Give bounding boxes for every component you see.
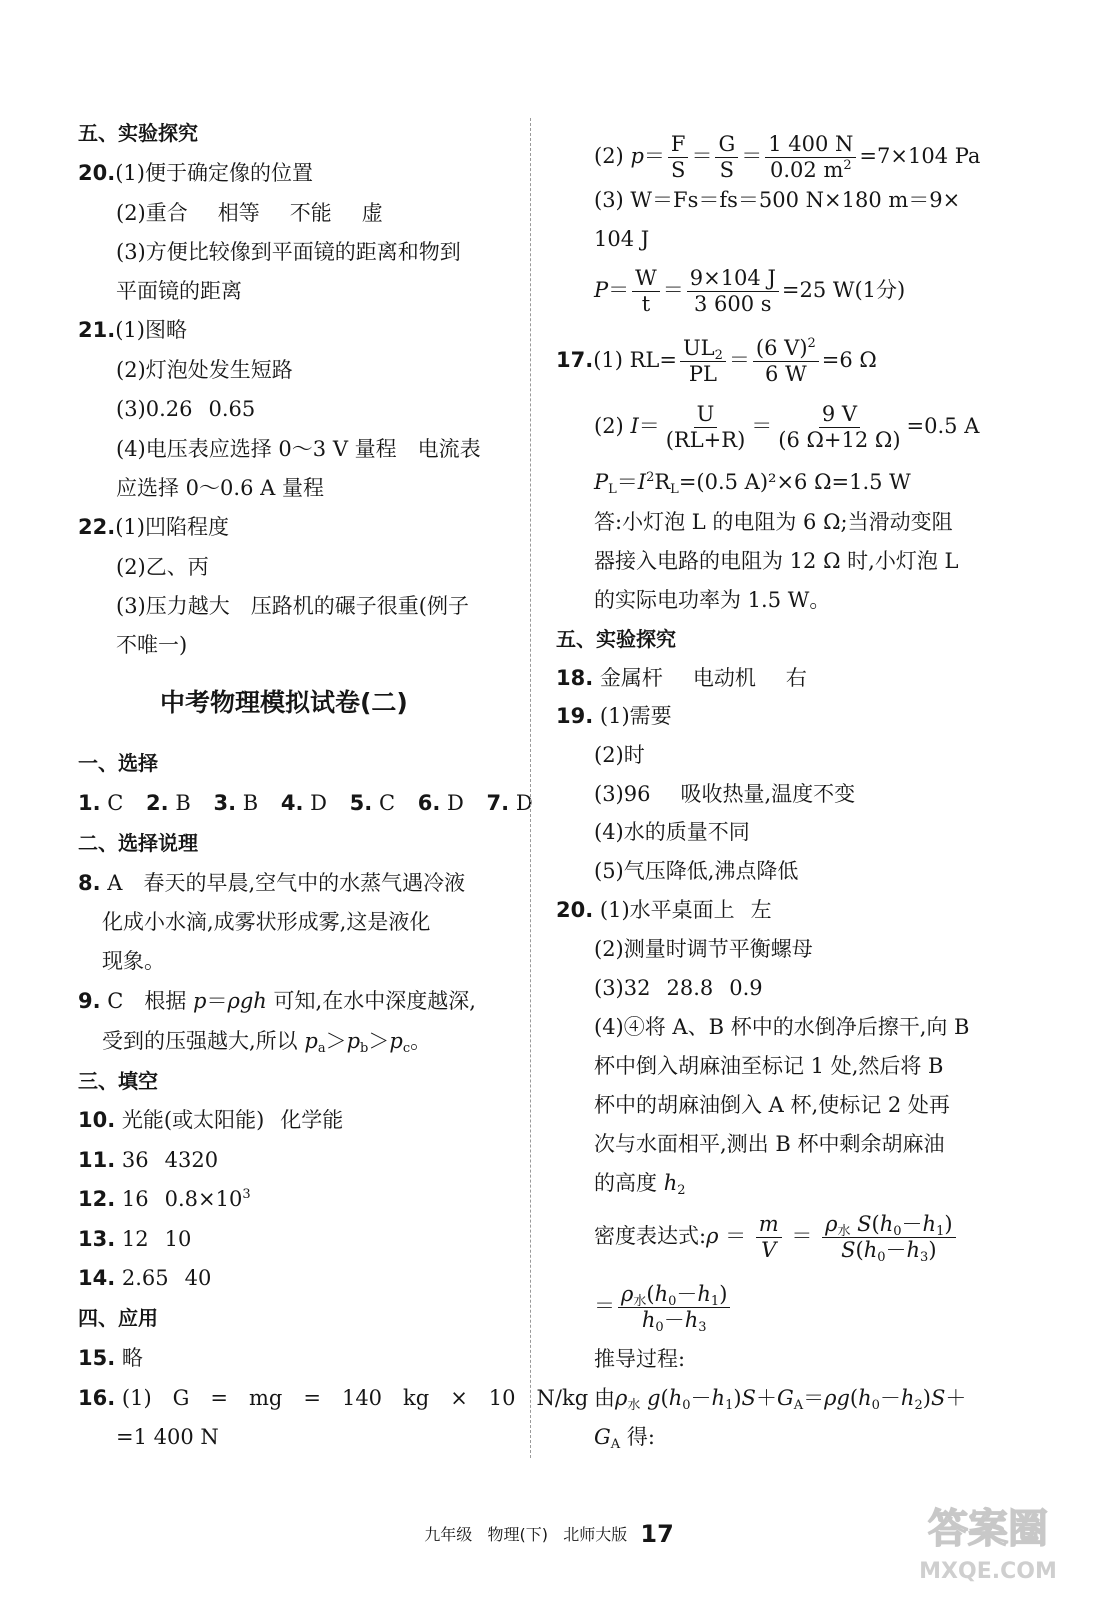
answer-line: (4)④将 A、B 杯中的水倒净后擦干,向 B xyxy=(594,1015,970,1039)
numerator: U xyxy=(694,402,718,428)
denominator: (RL+R) xyxy=(665,428,746,452)
question-8 xyxy=(78,869,465,897)
question-22 xyxy=(78,513,229,541)
answer-line: 杯中的胡麻油倒入 A 杯,使标记 2 处再 xyxy=(594,1093,950,1117)
question-19 xyxy=(556,702,672,730)
column-divider xyxy=(530,118,531,1458)
section-heading: 二、选择说理 xyxy=(78,831,198,855)
watermark-top-text: 答案圈 xyxy=(928,1506,1048,1552)
question-10 xyxy=(78,1106,343,1134)
answer-part: 0.8×10 xyxy=(164,1187,243,1211)
denominator: V xyxy=(761,1238,777,1262)
result: =0.5 A xyxy=(906,414,980,438)
fraction xyxy=(756,1212,782,1263)
mc-answer: B xyxy=(242,791,259,815)
derivation-line: $G_A$ 得: xyxy=(594,1425,655,1452)
q20-number: 20. xyxy=(556,898,594,922)
answer-line: (1)图略 xyxy=(115,318,187,342)
q19-number: 19. xyxy=(556,704,594,728)
question-14 xyxy=(78,1264,211,1292)
answer-line: 平面镜的距离 xyxy=(116,279,242,303)
answer-line: (1) G = mg = 140 kg × 10 N/kg xyxy=(121,1386,589,1410)
numerator: G xyxy=(715,132,738,158)
answer-part: (1)水平桌面上 xyxy=(599,898,735,922)
question-12 xyxy=(78,1185,251,1213)
fraction xyxy=(715,132,738,183)
answer-line: =1 400 N xyxy=(116,1425,219,1449)
answer-line xyxy=(116,199,383,227)
answer-line: (3)压力越大 压路机的碾子很重(例子 xyxy=(116,594,469,618)
answer-part: 0.65 xyxy=(208,397,256,421)
question-15 xyxy=(78,1344,143,1372)
section-heading: 五、实验探究 xyxy=(556,627,676,651)
answer-line: 不唯一) xyxy=(116,633,188,657)
answer-part: 由 xyxy=(594,1386,615,1410)
mc-number: 5. xyxy=(349,791,373,815)
watermark-logo xyxy=(888,1490,1088,1590)
answer-part: 电动机 xyxy=(692,666,756,690)
mc-answer: C xyxy=(378,791,396,815)
numerator xyxy=(753,336,819,362)
numerator: W xyxy=(632,266,660,292)
denominator: t xyxy=(641,292,651,316)
answer-line: A 春天的早晨,空气中的水蒸气遇冷液 xyxy=(107,871,466,895)
denominator: (6 Ω+12 Ω) xyxy=(778,428,901,452)
question-16 xyxy=(78,1384,588,1412)
answer-line: 104 J xyxy=(594,227,650,251)
numerator-text: (6 V) xyxy=(755,336,808,360)
answer-line: 的高度 $h_2$ xyxy=(594,1171,686,1198)
answer-part: 受到的压强越大,所以 xyxy=(102,1029,298,1053)
answer-part: 右 xyxy=(785,666,807,690)
denominator: PL xyxy=(688,362,717,386)
answer-part: 0.9 xyxy=(729,976,763,1000)
page-number: 17 xyxy=(640,1520,674,1548)
answer-line: (5)气压降低,沸点降低 xyxy=(594,859,799,883)
formula-label: 密度表达式: xyxy=(594,1224,707,1248)
q8-number: 8. xyxy=(78,871,101,895)
answer-part: 可知,在水中深度越深, xyxy=(273,989,476,1013)
question-20 xyxy=(556,896,772,924)
answer-line: 器接入电路的电阻为 12 Ω 时,小灯泡 L xyxy=(594,549,959,573)
answer-line: (2)灯泡处发生短路 xyxy=(116,358,293,382)
answer-line: (4)电压表应选择 0～3 V 量程 电流表 xyxy=(116,437,481,461)
answer-part: 吸收热量,温度不变 xyxy=(680,782,856,806)
denominator: $S(h_0-h_3)$ xyxy=(841,1238,937,1265)
answer-line: 答:小灯泡 L 的电阻为 6 Ω;当滑动变阻 xyxy=(594,510,953,534)
q12-number: 12. xyxy=(78,1187,116,1211)
answer-part: 左 xyxy=(750,898,772,922)
fraction xyxy=(822,1212,955,1263)
answer-line: (3) W＝Fs＝fs＝500 N×180 m＝9× xyxy=(594,188,961,212)
current-formula: (2) I＝ $\frac{U}{(RL+R)}$ ＝ $\frac{9 V}{(6 \Omega+12 \Omega)}$ =0.5 A xyxy=(594,402,980,452)
q21-number: 21. xyxy=(78,318,116,342)
answer-line: 受到的压强越大,所以 $p_a>p_b>p_c$。 xyxy=(102,1029,432,1056)
answer-line: 的实际电功率为 1.5 W。 xyxy=(594,588,831,612)
section-heading: 三、填空 xyxy=(78,1069,158,1093)
answer-line: (1)需要 xyxy=(599,704,672,728)
mc-answer: D xyxy=(310,791,327,815)
answer-part: (3)0.26 xyxy=(116,397,193,421)
answer-line: (1)便于确定像的位置 xyxy=(115,161,313,185)
denominator: 6 W xyxy=(765,362,807,386)
question-13 xyxy=(78,1225,191,1253)
fraction xyxy=(753,336,819,387)
exam-title: 中考物理模拟试卷(二) xyxy=(160,688,408,717)
power-formula: P＝ $\frac{W}{t}$ ＝ $\frac{9\times 104 J}{3 600 s}$ =25 W(1分) xyxy=(594,266,906,316)
watermark-bottom-text: MXQE.COM xyxy=(919,1559,1057,1584)
fraction xyxy=(668,132,689,183)
fraction xyxy=(680,336,726,387)
exponent: 3 xyxy=(242,1187,251,1202)
density-expression: 密度表达式:ρ ＝ $\frac{m}{V}$ ＝ $\frac{\rho_水 S(h_0-h_1)}{S(h_0-h_3)}$ xyxy=(594,1212,959,1263)
denominator: 3 600 s xyxy=(694,292,772,316)
answer-part: 40 xyxy=(184,1266,212,1290)
q20-number: 20. xyxy=(78,161,116,185)
answer-part: 得: xyxy=(626,1425,655,1449)
mc-number: 7. xyxy=(486,791,510,815)
formula-label: (1) RL= xyxy=(593,348,677,372)
result: =25 W(1分) xyxy=(781,278,906,302)
q18-number: 18. xyxy=(556,666,594,690)
footer-grade: 九年级 xyxy=(424,1525,473,1544)
answer-part: 12 xyxy=(121,1227,149,1251)
answer-part: 4320 xyxy=(164,1148,219,1172)
mc-number: 6. xyxy=(417,791,441,815)
mc-number: 2. xyxy=(146,791,169,815)
answer-line: 化成小水滴,成雾状形成雾,这是液化 xyxy=(102,910,431,934)
answer-line: (2)乙、丙 xyxy=(116,555,209,579)
answer-line: (3)方便比较像到平面镜的距离和物到 xyxy=(116,240,461,264)
fraction xyxy=(663,402,749,453)
mc-answer: B xyxy=(175,791,191,815)
pressure-formula: (2) p＝ $\frac{F}{S}$ ＝ $\frac{G}{S}$ ＝ $\frac{1 400 N}{0.02 m^2}$ =7×104 Pa xyxy=(594,132,981,182)
numerator: m xyxy=(756,1212,782,1238)
answer-part: 略 xyxy=(121,1346,143,1370)
q11-number: 11. xyxy=(78,1148,116,1172)
derivation-line: 由$\rho_水$ $g(h_0-h_1)S+G_A=\rho g(h_0-h_2)S+$ xyxy=(594,1386,967,1413)
q10-number: 10. xyxy=(78,1108,116,1132)
numerator: $\rho_水$ $S(h_0-h_1)$ xyxy=(822,1212,955,1238)
exponent: 2 xyxy=(807,336,816,351)
answer-part: 金属杆 xyxy=(599,666,663,690)
footer-edition: 北师大版 xyxy=(563,1525,628,1544)
q17-number: 17. xyxy=(556,348,594,372)
answer-part: 10 xyxy=(164,1227,192,1251)
q14-number: 14. xyxy=(78,1266,116,1290)
answer-line xyxy=(116,395,255,423)
answer-line: (1)凹陷程度 xyxy=(115,515,229,539)
numerator-text: UL xyxy=(682,336,715,360)
answer-part: 28.8 xyxy=(666,976,714,1000)
numerator: 9×104 J xyxy=(687,266,779,292)
result: =7×104 Pa xyxy=(859,144,981,168)
q9-number: 9. xyxy=(78,989,101,1013)
section-heading: 四、应用 xyxy=(78,1306,158,1330)
mc-answer: D xyxy=(515,791,533,815)
answer-line: 应选择 0～0.6 A 量程 xyxy=(116,476,324,500)
answer-part: 化学能 xyxy=(280,1108,344,1132)
answer-line: 次与水面相平,测出 B 杯中剩余胡麻油 xyxy=(594,1132,945,1156)
section-heading: 五、实验探究 xyxy=(78,121,198,145)
answer-line xyxy=(594,780,855,808)
answer-part: (3)96 xyxy=(594,782,651,806)
numerator: 1 400 N xyxy=(765,132,856,158)
footer-subject: 物理(下) xyxy=(487,1525,548,1544)
fraction xyxy=(775,402,903,453)
q15-number: 15. xyxy=(78,1346,116,1370)
answer-line: (4)水的质量不同 xyxy=(594,820,750,844)
denominator: S xyxy=(670,158,686,182)
mc-number: 3. xyxy=(213,791,237,815)
mc-number: 1. xyxy=(78,791,101,815)
formula-label: (2) xyxy=(594,144,624,168)
section-heading: 一、选择 xyxy=(78,751,158,775)
fraction xyxy=(765,132,856,183)
denominator-text: 0.02 m xyxy=(770,158,844,182)
answer-part: 光能(或太阳能) xyxy=(121,1108,265,1132)
fraction xyxy=(687,266,779,317)
answer-line: $P_L=I^2R_L=(0.5$ A)²×6 Ω=1.5 W xyxy=(594,470,911,497)
answer-part: (2)重合 xyxy=(116,201,188,225)
answer-part: 虚 xyxy=(361,201,383,225)
density-expression-simplified: ＝ $\frac{\rho_水(h_0-h_1)}{h_0-h_3}$ xyxy=(594,1282,733,1333)
q13-number: 13. xyxy=(78,1227,116,1251)
question-18 xyxy=(556,664,807,692)
fraction xyxy=(618,1282,730,1333)
fraction xyxy=(632,266,660,317)
answer-line: (2)测量时调节平衡螺母 xyxy=(594,937,813,961)
question-11 xyxy=(78,1146,218,1174)
numerator: 9 V xyxy=(819,402,860,428)
answer-line: 现象。 xyxy=(102,949,165,973)
answer-line: 杯中倒入胡麻油至标记 1 处,然后将 B xyxy=(594,1054,944,1078)
subscript: 2 xyxy=(714,348,723,363)
formula-rest: =(0.5 A)²×6 Ω=1.5 W xyxy=(678,470,911,494)
answer-part: 相等 xyxy=(217,201,260,225)
numerator: $\rho_水(h_0-h_1)$ xyxy=(618,1282,730,1308)
numerator xyxy=(680,336,726,362)
answer-part: 16 xyxy=(121,1187,149,1211)
question-9: 9. C 根据 p＝ρgh 可知,在水中深度越深, xyxy=(78,989,476,1013)
answer-part: 2.65 xyxy=(121,1266,169,1290)
multiple-choice-answers xyxy=(78,789,533,817)
mc-answer: D xyxy=(447,791,464,815)
formula-label: (2) xyxy=(594,414,624,438)
q22-number: 22. xyxy=(78,515,116,539)
numerator: F xyxy=(668,132,689,158)
denominator: $h_0-h_3$ xyxy=(641,1308,707,1335)
question-21 xyxy=(78,316,187,344)
answer-line xyxy=(594,974,763,1002)
denominator xyxy=(767,158,855,183)
denominator: S xyxy=(719,158,735,182)
answer-part: C 根据 xyxy=(107,989,187,1013)
q16-number: 16. xyxy=(78,1386,116,1410)
exponent: 2 xyxy=(843,158,852,173)
answer-line: (2)时 xyxy=(594,743,645,767)
result: =6 Ω xyxy=(821,348,877,372)
mc-answer: C xyxy=(107,791,124,815)
mc-number: 4. xyxy=(280,791,304,815)
answer-part: 的高度 xyxy=(594,1171,657,1195)
answer-part: (3)32 xyxy=(594,976,651,1000)
answer-line: 推导过程: xyxy=(594,1347,686,1371)
answer-part: 不能 xyxy=(289,201,332,225)
answer-part: 36 xyxy=(121,1148,149,1172)
question-17: 17.(1) RL= $\frac{UL_2}{PL}$ ＝ $\frac{(6 V)^2}{6 W}$ =6 Ω xyxy=(556,336,877,386)
question-20 xyxy=(78,159,313,187)
